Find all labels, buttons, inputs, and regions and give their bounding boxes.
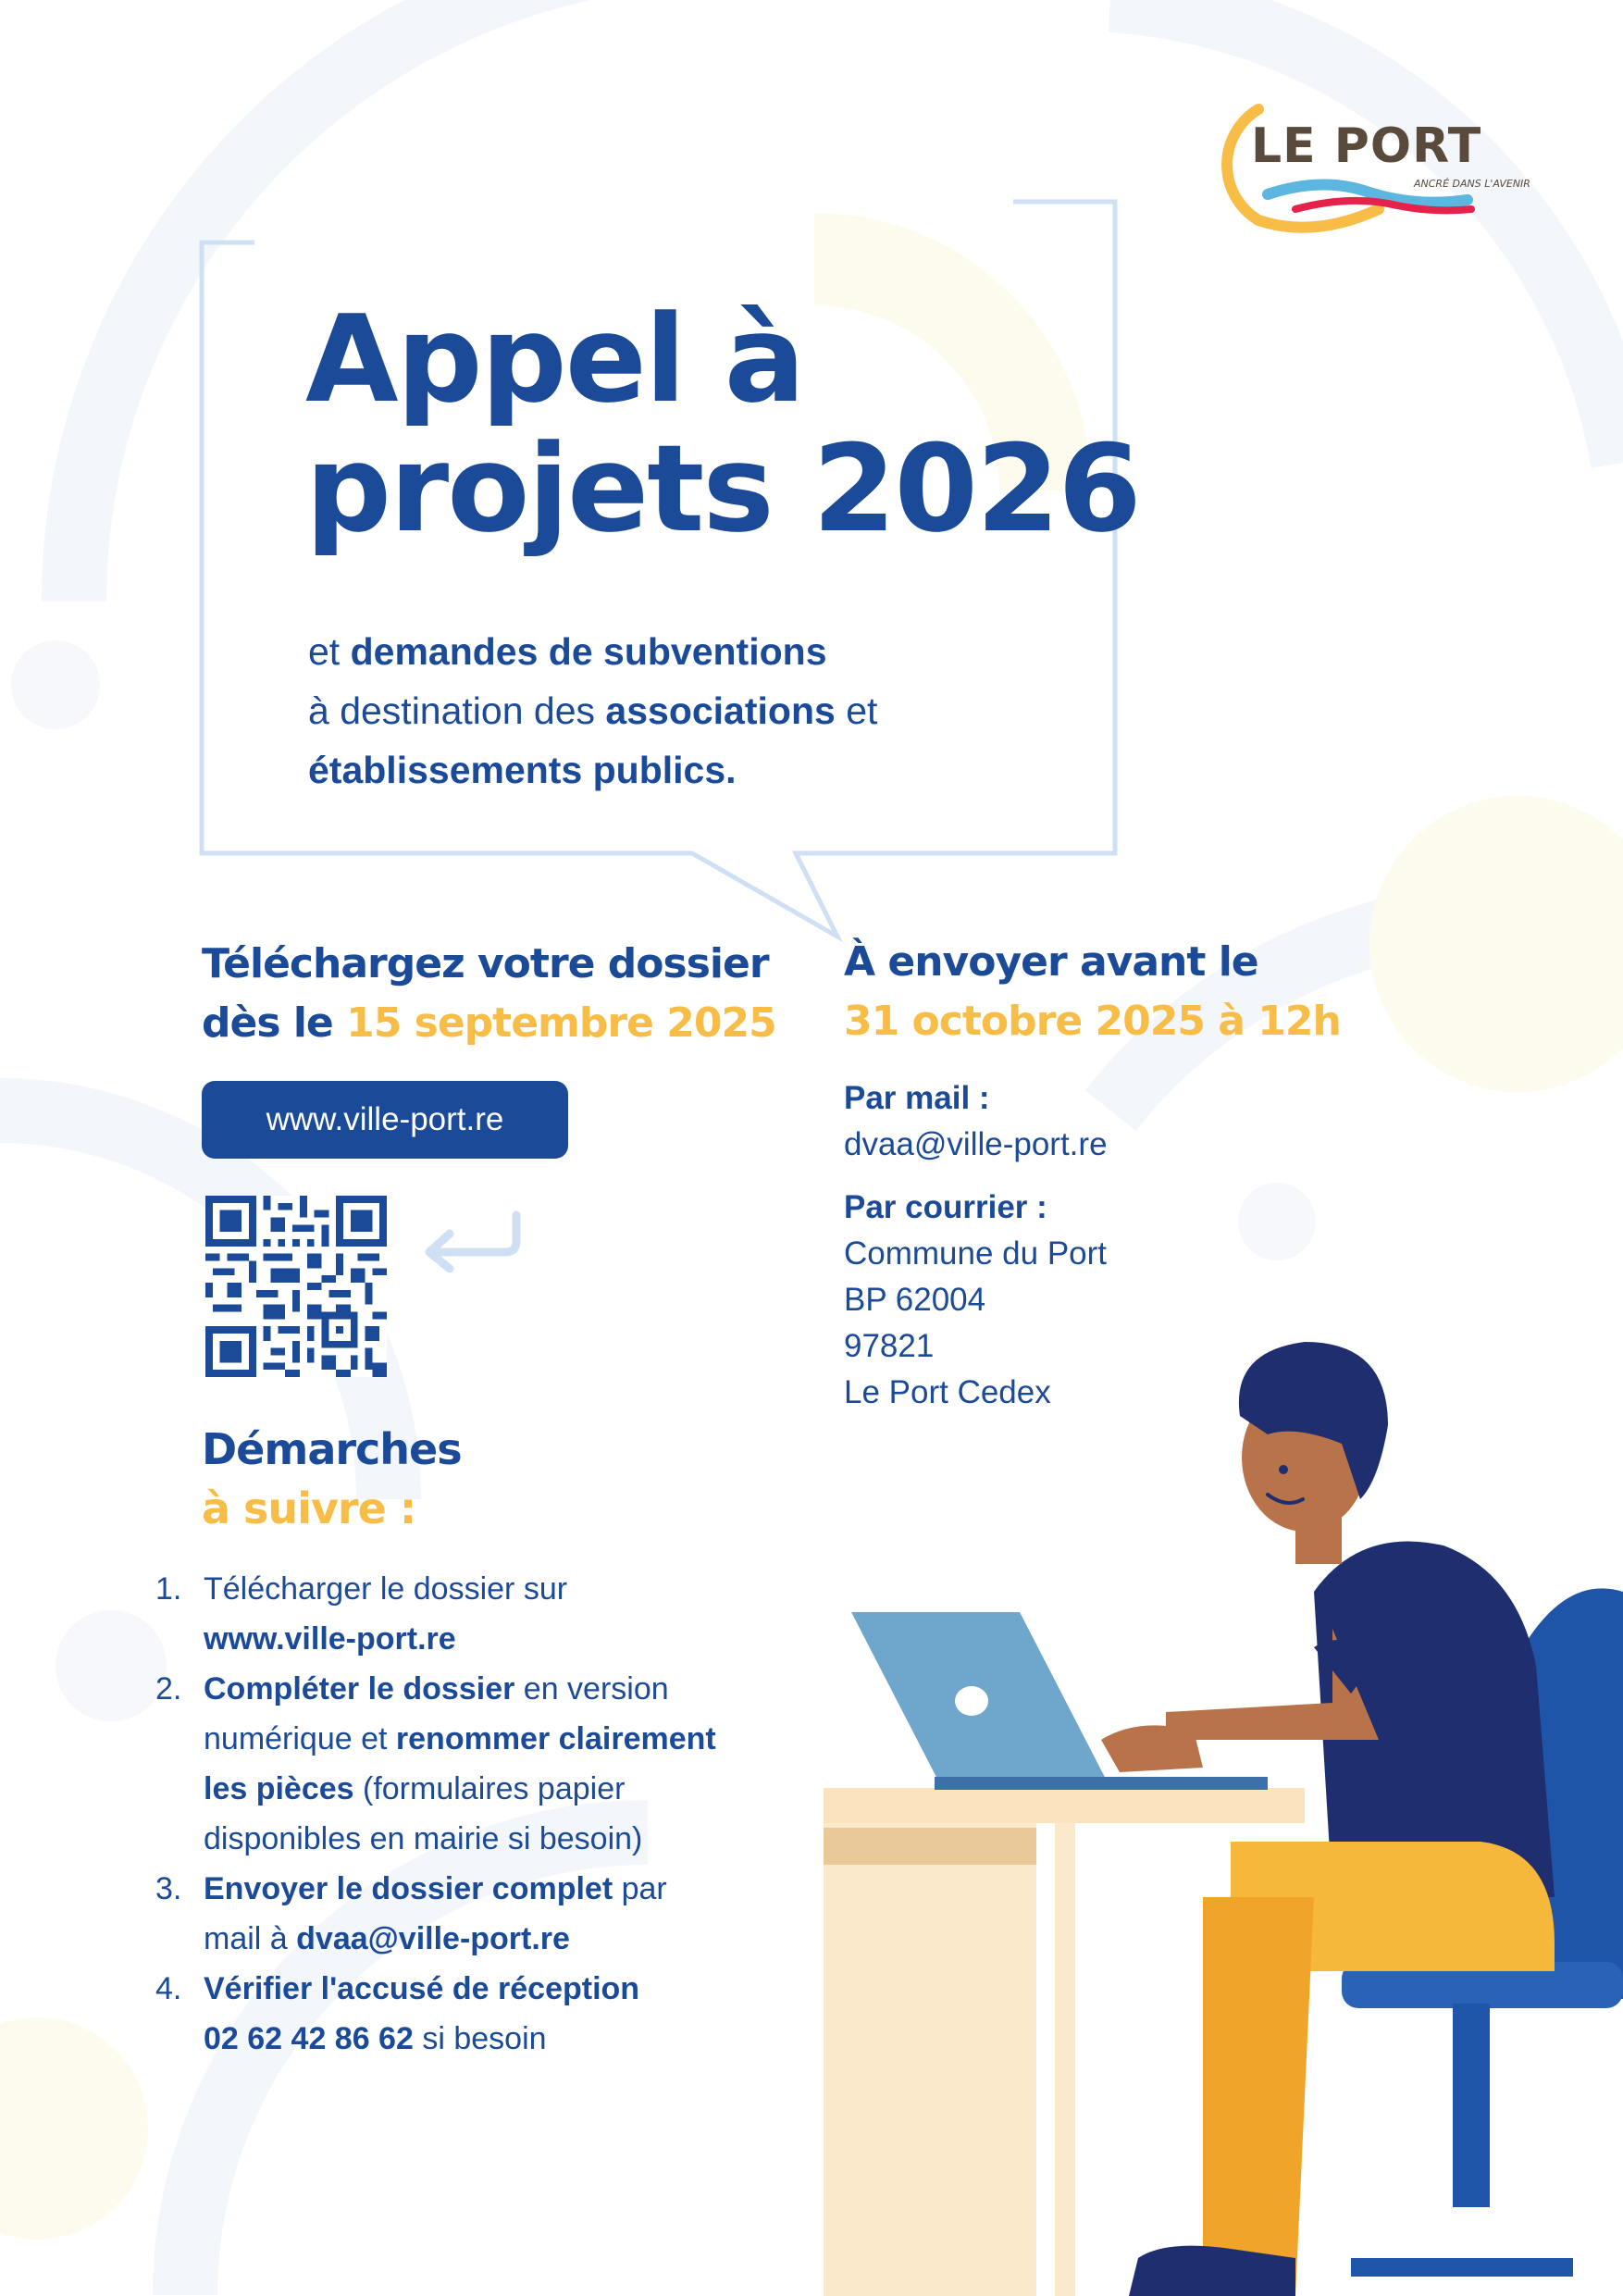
download-heading-line-1: Téléchargez votre dossier: [202, 940, 769, 987]
title-line-1: Appel à: [305, 289, 804, 429]
post-address-line: BP 62004: [844, 1282, 986, 1318]
return-arrow-icon: [416, 1208, 527, 1272]
step-item: [155, 1564, 766, 1664]
mail-label: Par mail :: [844, 1080, 990, 1116]
step-number: 3.: [155, 1871, 182, 1906]
step-text: en version: [514, 1671, 669, 1706]
subtitle-text: et: [835, 689, 878, 732]
page-title: [305, 289, 1140, 559]
logo-tagline: ANCRÉ DANS L'AVENIR: [1414, 178, 1530, 190]
steps-list: [155, 1564, 766, 2064]
download-heading: [202, 935, 776, 1053]
subtitle-line-2: [308, 681, 877, 740]
step-phone[interactable]: 02 62 42 86 62: [204, 2021, 414, 2056]
step-text: mail à: [204, 1921, 297, 1956]
desk-drawer-icon: [824, 1823, 1036, 2296]
step-emphasis: Envoyer le dossier complet: [204, 1871, 613, 1906]
subtitle-text: et: [308, 630, 351, 673]
step-emphasis: les pièces: [204, 1771, 354, 1806]
subtitle-line-3: [308, 740, 877, 800]
step-text: si besoin: [413, 2021, 547, 2056]
qr-code-icon[interactable]: [205, 1196, 387, 1377]
subtitle: [308, 622, 877, 800]
download-date: 15 septembre 2025: [346, 999, 776, 1047]
desk-top-icon: [824, 1788, 1305, 1823]
step-text: disponibles en mairie si besoin): [204, 1821, 643, 1856]
download-heading-text: dès le: [202, 999, 347, 1047]
subtitle-text: à destination des: [308, 689, 606, 732]
step-item: [155, 1864, 766, 1964]
post-address-line: Commune du Port: [844, 1235, 1108, 1272]
step-text: numérique et: [204, 1721, 396, 1756]
title-line-2: projets 2026: [305, 418, 1140, 559]
step-link[interactable]: dvaa@ville-port.re: [296, 1921, 570, 1956]
laptop-base-icon: [935, 1777, 1268, 1790]
step-text: (formulaires papier: [353, 1771, 626, 1806]
subtitle-emphasis: demandes de subventions: [350, 630, 827, 673]
send-deadline: 31 octobre 2025 à 12h: [844, 998, 1341, 1045]
website-link-button[interactable]: www.ville-port.re: [202, 1081, 568, 1159]
subtitle-emphasis: associations: [605, 689, 836, 732]
download-heading-line-2: [202, 994, 776, 1053]
send-heading: [844, 933, 1341, 1051]
send-heading-line-1: À envoyer avant le: [844, 938, 1258, 986]
mail-address-link[interactable]: dvaa@ville-port.re: [844, 1126, 1108, 1162]
post-label: Par courrier :: [844, 1189, 1047, 1225]
step-item: [155, 1664, 766, 1864]
logo-name: LE PORT: [1251, 118, 1482, 174]
step-number: 4.: [155, 1971, 182, 2006]
person-laptop-illustration: [814, 1323, 1623, 2296]
steps-heading: [202, 1420, 462, 1538]
step-emphasis: Vérifier l'accusé de réception: [204, 1971, 640, 2006]
step-number: 2.: [155, 1671, 182, 1706]
subtitle-line-1: [308, 622, 877, 681]
post-address-line: 97821: [844, 1328, 935, 1364]
steps-heading-line-1: Démarches: [202, 1424, 462, 1474]
step-link[interactable]: www.ville-port.re: [204, 1621, 456, 1657]
step-text: par: [613, 1871, 667, 1906]
step-item: [155, 1964, 766, 2064]
step-text: Télécharger le dossier sur: [204, 1571, 568, 1607]
step-emphasis: renommer clairement: [395, 1721, 716, 1756]
post-address-line: Le Port Cedex: [844, 1374, 1051, 1410]
step-emphasis: Compléter le dossier: [204, 1671, 515, 1706]
steps-heading-line-2: à suivre :: [202, 1483, 416, 1533]
step-number: 1.: [155, 1571, 182, 1607]
subtitle-emphasis: établissements publics.: [308, 749, 737, 791]
